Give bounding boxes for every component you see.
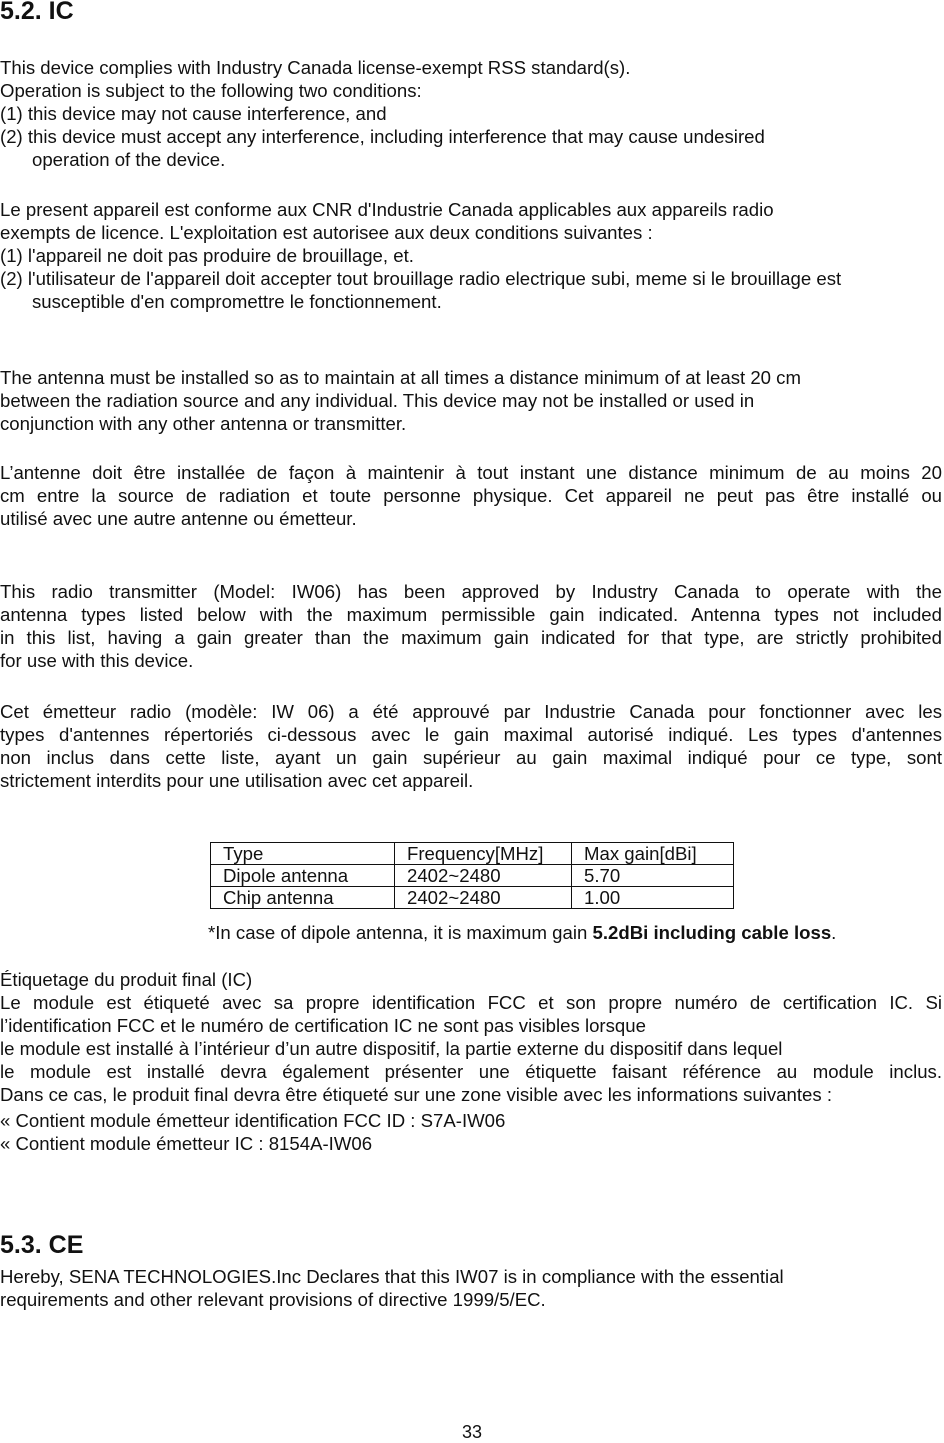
text-line: Dans ce cas, le produit final devra être étiqueté sur une zone visible avec les informations suivantes : — [0, 1084, 832, 1105]
text-line: This device complies with Industry Canada license-exempt RSS standard(s). — [0, 57, 631, 78]
antenna-distance-fr — [0, 461, 942, 530]
text-line: non inclus dans cette liste, ayant un gain supérieur au gain maximal indiqué pour ce type, sont — [0, 747, 942, 768]
note-suffix: . — [831, 922, 837, 943]
text-line: L’antenne doit être installée de façon à maintenir à tout instant une distance minimum de au moins 20 — [0, 462, 942, 483]
text-line: cm entre la source de radiation et toute personne physique. Cet appareil ne peut pas être installé ou — [0, 485, 942, 506]
text-line: (1) l'appareil ne doit pas produire de brouillage, et. — [0, 245, 414, 266]
ce-declaration — [0, 1265, 942, 1311]
text-line: This radio transmitter (Model: IW06) has been approved by Industry Canada to operate with the — [0, 581, 942, 602]
label-references — [0, 1109, 942, 1155]
antenna-distance-en — [0, 366, 942, 435]
table-cell: 2402~2480 — [395, 865, 572, 887]
product-labeling-fr — [0, 968, 942, 1106]
table-header-cell: Frequency[MHz] — [395, 843, 572, 865]
text-line: Le module est étiqueté avec sa propre identification FCC et son propre numéro de certification IC. Si — [0, 992, 942, 1013]
text-line: Cet émetteur radio (modèle: IW 06) a été approuvé par Industrie Canada pour fonctionner avec les — [0, 701, 942, 722]
text-line: requirements and other relevant provisions of directive 1999/5/EC. — [0, 1289, 546, 1310]
table-note — [208, 921, 942, 944]
table-cell: 2402~2480 — [395, 887, 572, 909]
note-text: *In case of dipole antenna, it is maximum gain — [208, 922, 593, 943]
text-line: between the radiation source and any individual. This device may not be installed or used in — [0, 390, 755, 411]
antenna-table — [210, 842, 734, 909]
text-line: Operation is subject to the following two conditions: — [0, 80, 422, 101]
text-line: in this list, having a gain greater than the maximum gain indicated for that type, are strictly prohibited — [0, 627, 942, 648]
table-header-cell: Max gain[dBi] — [572, 843, 734, 865]
text-line: susceptible d'en compromettre le fonctionnement. — [32, 291, 442, 312]
table-row — [211, 865, 734, 887]
text-line: (2) this device must accept any interference, including interference that may cause undesired — [0, 126, 765, 147]
text-line: types d'antennes répertoriés ci-dessous avec le gain maximal autorisé indiqué. Les types d'antennes — [0, 724, 942, 745]
text-line: le module est installé devra également présenter une étiquette faisant référence au module inclus. — [0, 1061, 942, 1082]
text-line: (1) this device may not cause interference, and — [0, 103, 387, 124]
table-row — [211, 887, 734, 909]
text-line: conjunction with any other antenna or transmitter. — [0, 413, 407, 434]
section-heading-ic: 5.2. IC — [0, 0, 74, 25]
ic-compliance-en — [0, 56, 942, 171]
text-line: l’identification FCC et le numéro de certification IC ne sont pas visibles lorsque — [0, 1015, 646, 1036]
labeling-title: Étiquetage du produit final (IC) — [0, 969, 253, 990]
text-line: Le present appareil est conforme aux CNR d'Industrie Canada applicables aux appareils radio — [0, 199, 774, 220]
text-line: The antenna must be installed so as to maintain at all times a distance minimum of at least 20 cm — [0, 367, 801, 388]
section-heading-ce: 5.3. CE — [0, 1231, 84, 1259]
table-cell: Chip antenna — [211, 887, 395, 909]
text-line: Hereby, SENA TECHNOLOGIES.Inc Declares that this IW07 is in compliance with the essential — [0, 1266, 784, 1287]
page-number: 33 — [461, 1422, 483, 1442]
ic-id-reference: « Contient module émetteur IC : 8154A-IW06 — [0, 1133, 373, 1154]
text-line: antenna types listed below with the maximum permissible gain indicated. Antenna types not included — [0, 604, 942, 625]
text-line: utilisé avec une autre antenne ou émetteur. — [0, 508, 357, 529]
ic-compliance-fr — [0, 198, 942, 313]
table-header-cell: Type — [211, 843, 395, 865]
text-line: for use with this device. — [0, 650, 194, 671]
table-cell: Dipole antenna — [211, 865, 395, 887]
fcc-id-reference: « Contient module émetteur identification FCC ID : S7A-IW06 — [0, 1110, 506, 1131]
table-header-row — [211, 843, 734, 865]
text-line: strictement interdits pour une utilisation avec cet appareil. — [0, 770, 474, 791]
table-cell: 5.70 — [572, 865, 734, 887]
note-emphasis: 5.2dBi including cable loss — [592, 922, 832, 943]
text-line: operation of the device. — [32, 149, 226, 170]
text-line: exempts de licence. L'exploitation est autorisee aux deux conditions suivantes : — [0, 222, 653, 243]
transmitter-approval-en — [0, 580, 942, 672]
table-cell: 1.00 — [572, 887, 734, 909]
text-line: (2) l'utilisateur de l'appareil doit accepter tout brouillage radio electrique subi, meme si le brouillage est — [0, 268, 842, 289]
transmitter-approval-fr — [0, 700, 942, 792]
text-line: le module est installé à l’intérieur d’un autre dispositif, la partie externe du dispositif dans lequel — [0, 1038, 783, 1059]
